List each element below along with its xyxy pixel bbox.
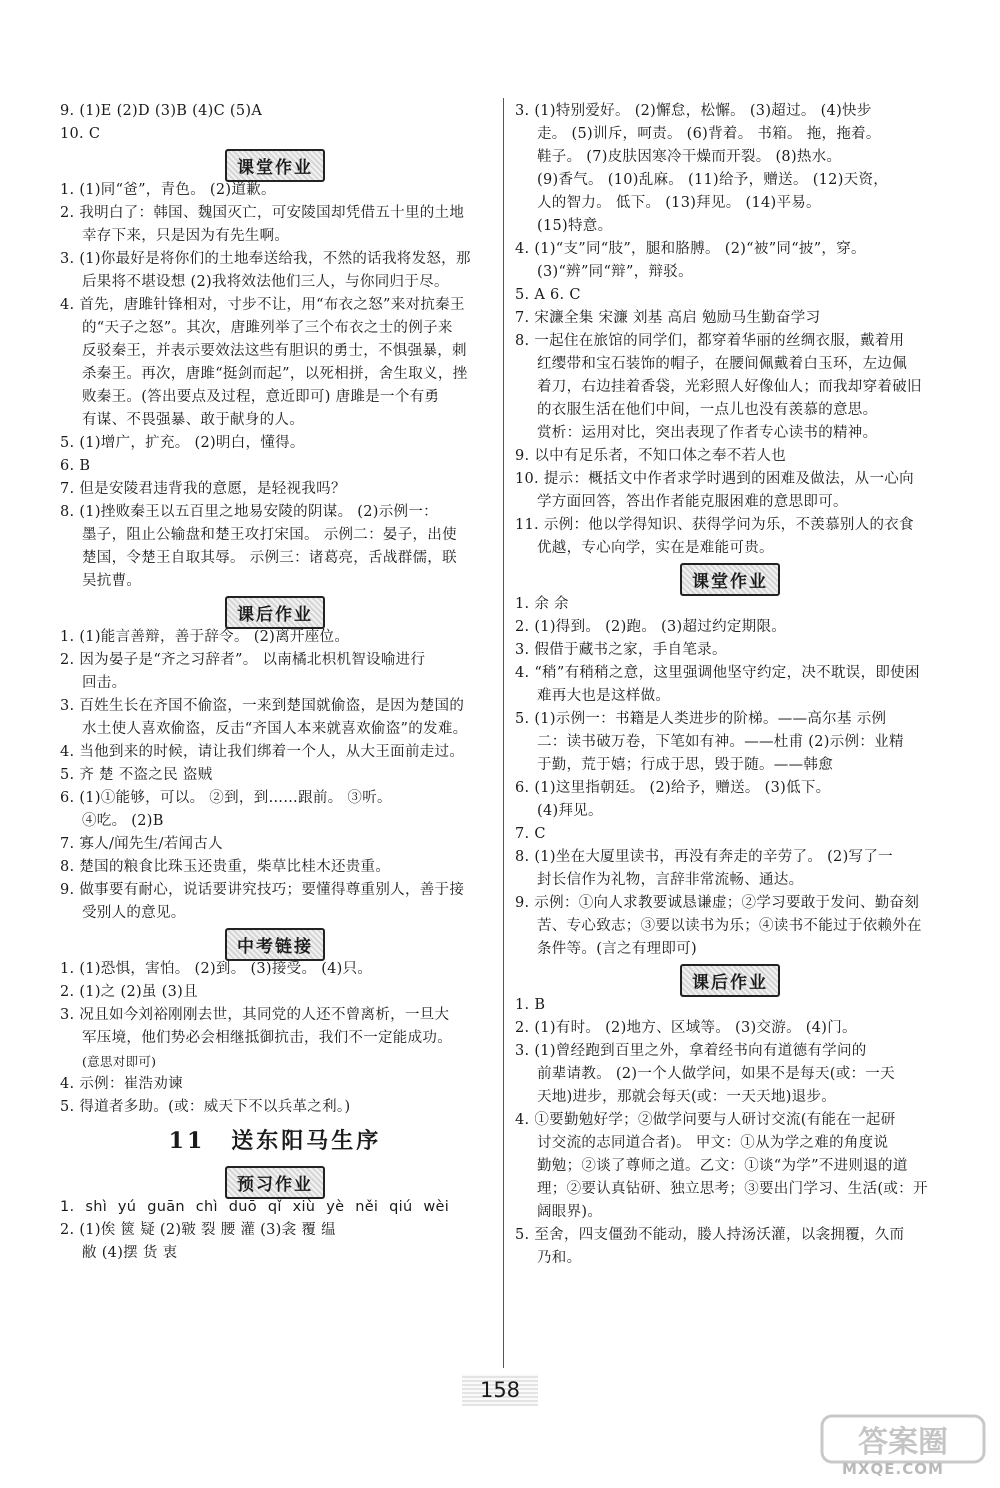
answer-line: 败秦王。(答出要点及过程，意近即可) 唐雎是一个有勇 — [82, 389, 440, 405]
left-column — [60, 100, 490, 1265]
answer-line: (15)特意。 — [537, 218, 613, 234]
answer-line: 吴抗曹。 — [82, 573, 142, 589]
answer-line: 水土使人喜欢偷盗，反击“齐国人本来就喜欢偷盗”的发难。 — [82, 721, 468, 737]
answer-line: 5. 至舍，四支僵劲不能动，媵人持汤沃灌，以衾拥覆，久而 — [515, 1227, 905, 1243]
answer-line: 9. (1)E (2)D (3)B (4)C (5)A — [60, 103, 263, 119]
answer-line: 6. B — [60, 458, 91, 474]
answer-line: 楚国，令楚王自取其辱。 示例三：诸葛亮，舌战群儒，联 — [82, 550, 457, 566]
answer-line: 7. 但是安陵君违背我的意愿，是轻视我吗？ — [60, 481, 346, 497]
answer-line: 3. 假借于藏书之家，手自笔录。 — [515, 642, 727, 658]
answer-line: 幸存下来，只是因为有先生啊。 — [82, 228, 290, 244]
answer-line: 2. 我明白了：韩国、魏国灭亡，可安陵国却凭借五十里的土地 — [60, 205, 465, 221]
answer-line: 1. shì yú guān chì duō qǐ xiù yè něi qiú wèi — [60, 1199, 450, 1215]
section-heading-row — [515, 560, 945, 593]
answer-line: 杀秦王。再次，唐雎“挺剑而起”，以死相拼，舍生取义，挫 — [82, 366, 468, 382]
answer-line: 8. 一起住在旅馆的同学们，都穿着华丽的丝绸衣服，戴着用 — [515, 333, 905, 349]
answer-line: 5. (1)示例一：书籍是人类进步的阶梯。——高尔基 示例 — [515, 711, 887, 727]
answer-line: 回击。 — [82, 675, 127, 691]
answer-line: 9. 以中有足乐者，不知口体之奉不若人也 — [515, 448, 786, 464]
answer-line: 天地)进步，那就会每天(或：一天天地)退步。 — [537, 1089, 837, 1105]
page-number: 158 — [462, 1374, 538, 1406]
answer-line: 走。 (5)训斥，呵责。 (6)背着。 书箱。 拖，拖着。 — [537, 126, 881, 142]
lesson-number: 11 — [168, 1128, 206, 1154]
answer-line: (4)拜见。 — [537, 803, 603, 819]
answer-line: 9. 示例：①向人求教要诚恳谦虚；②学习要敢于发问、勤奋刻 — [515, 895, 920, 911]
answer-line: 着刀，右边挂着香袋，光彩照人好像仙人；而我却穿着破旧 — [537, 379, 922, 395]
answer-line: 难再大也是这样做。 — [537, 688, 671, 704]
answer-line: (3)“辨”同“辩”，辩驳。 — [537, 264, 693, 280]
answer-line: 6. (1)①能够，可以。 ②到，到……跟前。 ③听。 — [60, 790, 392, 806]
answer-line: 8. 楚国的粮食比珠玉还贵重，柴草比桂木还贵重。 — [60, 859, 391, 875]
answer-line: 4. ①要勤勉好学；②做学问要与人研讨交流(有能在一起研 — [515, 1112, 896, 1128]
answer-line: 1. (1)同“爸”，青色。 (2)道歉。 — [60, 182, 276, 198]
answer-line: 7. 寡人/闻先生/若闻古人 — [60, 836, 223, 852]
answer-line: 优越，专心向学，实在是难能可贵。 — [537, 540, 774, 556]
answer-line: 1. B — [515, 997, 546, 1013]
section-heading: 课后作业 — [225, 596, 325, 629]
answer-line: 8. (1)坐在大厦里读书，再没有奔走的辛劳了。 (2)写了一 — [515, 849, 893, 865]
answer-line: 军压境，他们势必会相继抵御抗击，我们不一定能成功。 — [82, 1030, 452, 1046]
answer-line: 乃和。 — [537, 1250, 582, 1266]
answer-line: 苦、专心致志；③要以读书为乐；④读书不能过于依赖外在 — [537, 918, 922, 934]
watermark-logo-text: 答案圈 — [858, 1425, 948, 1460]
answer-line: 二：读书破万卷，下笔如有神。——杜甫 (2)示例：业精 — [537, 734, 904, 750]
lesson-name: 送东阳马生序 — [231, 1128, 382, 1154]
section-heading-row — [60, 1163, 490, 1196]
answer-line: 9. 做事要有耐心，说话要讲究技巧；要懂得尊重别人，善于接 — [60, 882, 465, 898]
lesson-title — [60, 1119, 490, 1163]
answer-line: 阔眼界)。 — [537, 1204, 603, 1220]
section-heading-row — [60, 925, 490, 958]
section-heading: 课堂作业 — [680, 563, 780, 596]
answer-line: 2. (1)俟 篋 疑 (2)皲 裂 腰 灌 (3)衾 覆 缊 — [60, 1222, 336, 1238]
answer-line: 反驳秦王，并表示要效法这些有胆识的勇士，不惧强暴，刺 — [82, 343, 467, 359]
answer-line: 1. (1)能言善辩，善于辞令。 (2)离开座位。 — [60, 629, 350, 645]
answer-line: 10. C — [60, 126, 101, 142]
answer-line: 4. 首先，唐雎针锋相对，寸步不让，用“布衣之怒”来对抗秦王 — [60, 297, 465, 313]
answer-line: 6. (1)这里指朝廷。 (2)给予，赠送。 (3)低下。 — [515, 780, 831, 796]
section-heading: 课后作业 — [680, 964, 780, 997]
answer-line: 5. 齐 楚 不盗之民 盗贼 — [60, 767, 213, 783]
answer-line: 条件等。(言之有理即可) — [537, 941, 697, 957]
answer-line: 墨子，阻止公输盘和楚王攻打宋国。 示例二：晏子，出使 — [82, 527, 457, 543]
answer-line: 鞋子。 (7)皮肤因寒冷干燥而开裂。 (8)热水。 — [537, 149, 842, 165]
section-heading-row — [515, 961, 945, 994]
answer-line: 3. (1)特别爱好。 (2)懈怠，松懈。 (3)超过。 (4)快步 — [515, 103, 872, 119]
answer-line: 3. (1)曾经跑到百里之外，拿着经书向有道德有学问的 — [515, 1043, 867, 1059]
answer-line: 3. (1)你最好是将你们的土地奉送给我，不然的话我将发怒，那 — [60, 251, 471, 267]
answer-line: 敝 (4)摆 货 衷 — [82, 1245, 178, 1261]
answer-line: 受别人的意见。 — [82, 905, 186, 921]
answer-line: 3. 况且如今刘裕刚刚去世，其同党的人还不曾离析，一旦大 — [60, 1007, 450, 1023]
answer-line: 2. 因为晏子是“齐之习辞者”。 以南橘北枳机智设喻进行 — [60, 652, 426, 668]
answer-line: 2. (1)之 (2)虽 (3)且 — [60, 984, 198, 1000]
answer-line: 4. 当他到来的时候，请让我们绑着一个人，从大王面前走过。 — [60, 744, 465, 760]
answer-line: 2. (1)得到。 (2)跑。 (3)超过约定期限。 — [515, 619, 787, 635]
answer-line: 于勤，荒于嬉；行成于思，毁于随。——韩愈 — [537, 757, 833, 773]
answer-line: ④吃。 (2)B — [82, 813, 164, 829]
answer-line: 5. A 6. C — [515, 287, 581, 303]
section-heading: 课堂作业 — [225, 149, 325, 182]
answer-line: 理；②要认真钻研、独立思考；③要出门学习、生活(或：开 — [537, 1181, 928, 1197]
answer-line: 4. “稍”有稍稍之意，这里强调他坚守约定，决不耽误，即使困 — [515, 665, 920, 681]
answer-line: 7. 宋濂全集 宋濂 刘基 高启 勉励马生勤奋学习 — [515, 310, 821, 326]
answer-line: 赏析：运用对比，突出表现了作者专心读书的精神。 — [537, 425, 878, 441]
section-heading-row — [60, 146, 490, 179]
answer-line: 8. (1)挫败秦王以五百里之地易安陵的阴谋。 (2)示例一： — [60, 504, 438, 520]
answer-line: 5. 得道者多助。(或：威天下不以兵革之利。) — [60, 1099, 351, 1115]
answer-line: 封长信作为礼物，言辞非常流畅、通达。 — [537, 872, 804, 888]
answer-line: 4. (1)“支”同“肢”，腿和胳膊。 (2)“被”同“披”，穿。 — [515, 241, 866, 257]
answer-line: 3. 百姓生长在齐国不偷盗，一来到楚国就偷盗，是因为楚国的 — [60, 698, 465, 714]
section-heading: 预习作业 — [225, 1166, 325, 1199]
answer-line: 5. (1)增广，扩充。 (2)明白，懂得。 — [60, 435, 305, 451]
answer-line: 勤勉；②谈了尊师之道。乙文：①谈“为学”不进则退的道 — [537, 1158, 908, 1174]
answer-line: 红缨带和宝石装饰的帽子，在腰间佩戴着白玉环，左边佩 — [537, 356, 907, 372]
column-divider — [503, 98, 504, 1368]
answer-line: 有谋、不畏强暴、敢于献身的人。 — [82, 412, 304, 428]
answer-line: 2. (1)有时。 (2)地方、区域等。 (3)交游。 (4)门。 — [515, 1020, 857, 1036]
answer-line: 人的智力。 低下。 (13)拜见。 (14)平易。 — [537, 195, 821, 211]
answer-line: 1. 余 余 — [515, 596, 569, 612]
watermark-url: MXQE.COM — [842, 1460, 944, 1478]
answer-line: 的衣服生活在他们中间，一点儿也没有羡慕的意思。 — [537, 402, 878, 418]
section-heading: 中考链接 — [225, 928, 325, 961]
answer-line: 的“天子之怒”。其次，唐雎列举了三个布衣之士的例子来 — [82, 320, 453, 336]
answer-line: (意思对即可) — [82, 1054, 157, 1069]
answer-line: (9)香气。 (10)乱麻。 (11)给予，赠送。 (12)天资， — [537, 172, 889, 188]
answer-line: 讨交流的志同道合者)。 甲文：①从为学之难的角度说 — [537, 1135, 889, 1151]
answer-line: 1. (1)恐惧，害怕。 (2)到。 (3)接受。 (4)只。 — [60, 961, 373, 977]
answer-line: 学方面回答，答出作者能克服困难的意思即可。 — [537, 494, 848, 510]
right-column — [515, 100, 945, 1270]
answer-line: 前辈请教。 (2)一个人做学问，如果不是每天(或：一天 — [537, 1066, 895, 1082]
answer-line: 10. 提示：概括文中作者求学时遇到的困难及做法，从一心向 — [515, 471, 914, 487]
answer-line: 7. C — [515, 826, 546, 842]
section-heading-row — [60, 593, 490, 626]
answer-line: 11. 示例：他以学得知识、获得学问为乐，不羡慕别人的衣食 — [515, 517, 914, 533]
answer-line: 4. 示例：崔浩劝谏 — [60, 1076, 183, 1092]
answer-line: 后果将不堪设想 (2)我将效法他们三人，与你同归于尽。 — [82, 274, 449, 290]
